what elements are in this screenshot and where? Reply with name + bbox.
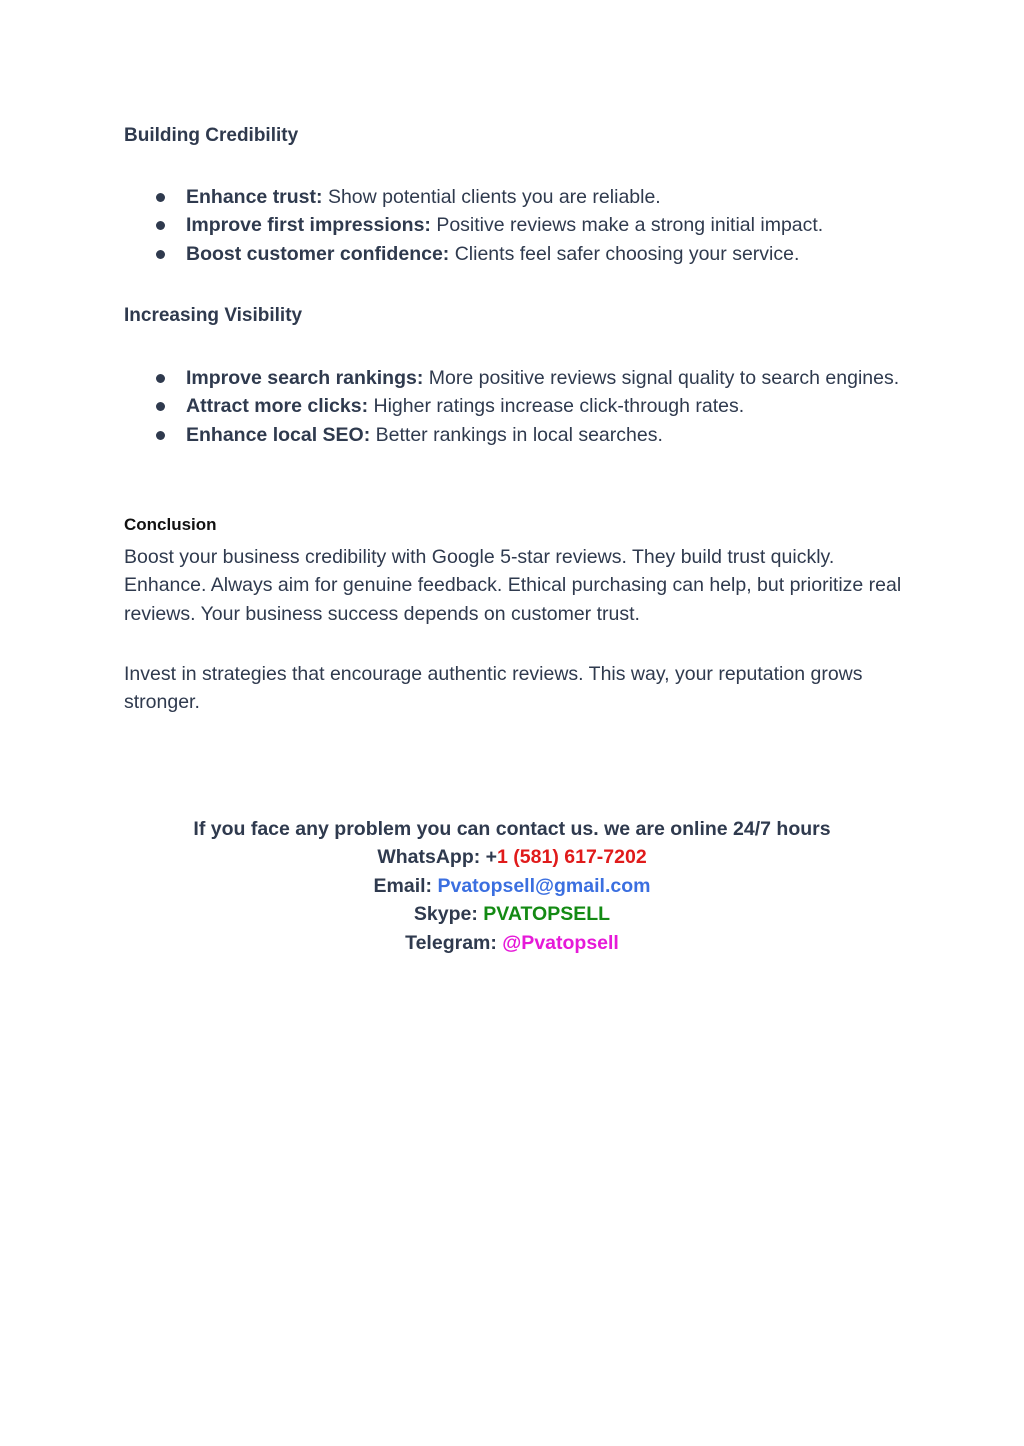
bullet-icon: [156, 221, 165, 230]
telegram-label: Telegram:: [405, 931, 503, 954]
whatsapp-line: [0, 843, 1024, 871]
skype-label: Skype:: [413, 903, 484, 926]
conclusion-paragraph-1: Boost your business credibility with Google 5-star reviews. They build trust quickly. Enhance. Always aim for genuine feedback. Ethical purchasing can help, but prioritize real reviews. Your business success depends on customer trust.: [124, 546, 902, 625]
list-item: [124, 240, 904, 268]
bullet-text: Show potential clients you are reliable.: [322, 186, 661, 208]
section-heading-increasing-visibility: Increasing Visibility: [124, 305, 303, 326]
email-line: [0, 872, 1024, 900]
list-item: [124, 364, 904, 392]
whatsapp-label: WhatsApp: +: [377, 846, 498, 869]
contact-block: [0, 815, 1024, 957]
bullet-icon: [156, 250, 165, 259]
bullet-list-increasing-visibility: [124, 364, 904, 449]
list-item: [124, 183, 904, 211]
email-label: Email:: [373, 874, 438, 897]
bullet-term: Enhance trust:: [186, 186, 323, 208]
skype-line: [0, 900, 1024, 928]
bullet-term: Improve first impressions:: [186, 214, 431, 237]
email-link[interactable]: Pvatopsell@gmail.com: [437, 874, 651, 897]
bullet-text: Better rankings in local searches.: [370, 423, 663, 446]
list-item: [124, 211, 904, 239]
bullet-text: More positive reviews signal quality to search engines.: [423, 367, 900, 389]
skype-link[interactable]: PVATOPSELL: [483, 903, 611, 926]
list-item: [124, 392, 904, 420]
contact-intro: If you face any problem you can contact us. we are online 24/7 hours: [193, 818, 831, 840]
bullet-text: Positive reviews make a strong initial impact.: [430, 214, 824, 237]
telegram-link[interactable]: @Pvatopsell: [502, 931, 619, 954]
bullet-text: Clients feel safer choosing your service.: [449, 242, 800, 265]
conclusion-paragraph-2: Invest in strategies that encourage authentic reviews. This way, your reputation grows stronger.: [124, 663, 863, 714]
bullet-icon: [156, 431, 165, 440]
bullet-list-building-credibility: [124, 183, 904, 268]
section-heading-building-credibility: Building Credibility: [124, 125, 299, 146]
bullet-term: Enhance local SEO:: [186, 423, 371, 446]
bullet-text: Higher ratings increase click-through rates.: [368, 395, 745, 418]
whatsapp-link[interactable]: 1 (581) 617-7202: [497, 846, 647, 869]
telegram-line: [0, 929, 1024, 957]
bullet-term: Boost customer confidence:: [186, 242, 450, 265]
list-item: [124, 421, 904, 449]
bullet-icon: [156, 374, 165, 383]
conclusion-heading: Conclusion: [124, 515, 217, 534]
bullet-term: Attract more clicks:: [186, 395, 369, 418]
bullet-icon: [156, 193, 165, 202]
bullet-icon: [156, 402, 165, 411]
bullet-term: Improve search rankings:: [186, 367, 424, 389]
